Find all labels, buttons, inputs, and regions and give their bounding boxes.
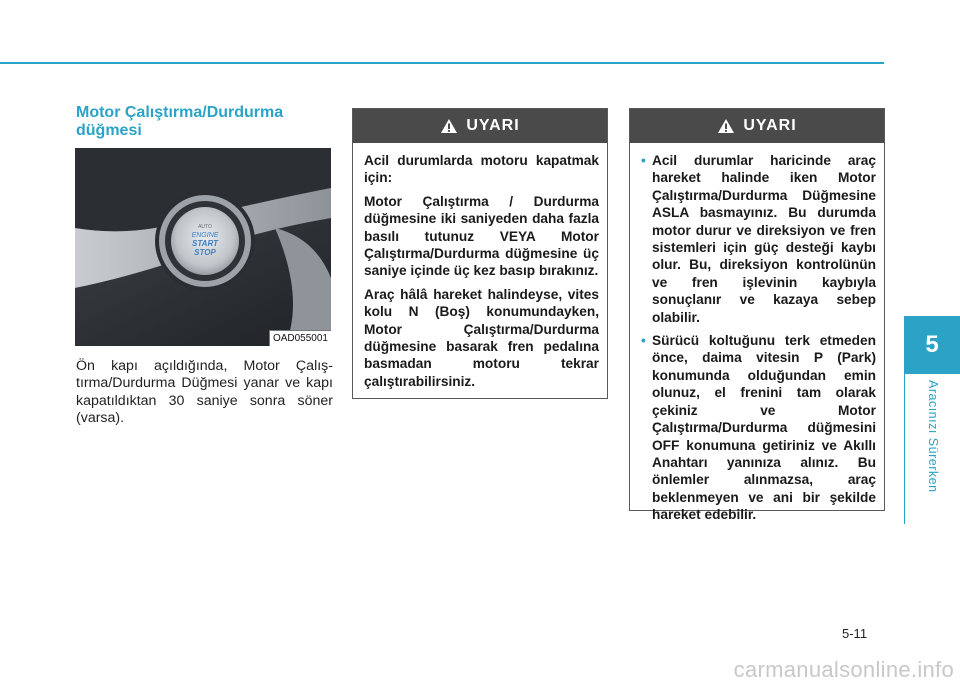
button-text-stop: STOP [194,248,216,257]
warning-bullet: • Sürücü koltuğunu terk etmeden önce, daima vitesin P (Park) konumunda olduğundan emin olunuz, el frenini tam olarak çekiniz ve Motor Çalıştırma/Durdurma düğmesini OFF konumuna getiriniz ve Akıllı Anahtarı yanınıza alınız. Bu önlemler alınmazsa, araç beklenmeyen ve ani bir şekilde hareket edebilir. [641,332,876,523]
dashboard-illustration [75,148,331,346]
button-text-start: START [192,239,218,248]
warning-header [630,109,884,143]
warning-paragraph: Acil durumlarda motoru kapatmak için: [364,153,599,186]
warning-triangle-icon [440,118,458,134]
body-paragraph: Ön kapı açıldığında, Motor Çalıştırma/Durdurma Düğmesi yanar ve kapı kapatıldıktan 30 saniye sonra söner (varsa). [76,358,333,427]
warning-header [353,109,607,143]
warning-title: UYARI [743,117,797,134]
chapter-divider [904,374,905,524]
page-number: 5-11 [842,626,868,641]
warning-title: UYARI [466,117,520,134]
warning-bullet: • Acil durumlar haricinde araç hareket halinde iken Motor Çalıştırma/Durdurma Düğmesine ASLA basmayınız. Bu durumda motor durur ve direksiyon ve fren sistemleri için güç desteği kaybı olur. Bu, direksiyon kontrolünün ve fren işlevinin kaybıyla sonuçlanır ve kazaya sebep olabilir. [641,152,876,326]
chapter-label: Aracınızı Sürerken [926,380,940,493]
warning-box-emergency-stop [352,108,608,399]
auto-label: AUTO [198,224,212,230]
warning-paragraph: Motor Çalıştırma / Durdurma düğmesine iki saniyeden daha fazla basılı tutunuz VEYA Motor Çalıştırma/Durdurma düğmesine üç saniye içinde üç kez basıp bırakınız. [364,193,599,279]
chapter-tab[interactable] [904,316,960,374]
warning-triangle-icon [717,118,735,134]
button-text-engine: ENGINE [191,232,219,239]
warning-box-driving [629,108,885,523]
chapter-number: 5 [925,331,939,358]
watermark[interactable]: carmanualsonline.info [733,657,954,682]
photo-code: OAD055001 [269,330,331,346]
top-rule [0,62,884,64]
section-heading: Motor Çalıştırma/Durdurma düğmesi [76,104,284,139]
warning-paragraph: Araç hâlâ hareket halindeyse, vites kolu N (Boş) konumundayken, Motor Çalıştırma/Durdurma düğmesine basarak fren pedalına basmadan motoru tekrar çalıştırabilirsiniz. [364,286,599,389]
start-button-photo [75,148,331,346]
